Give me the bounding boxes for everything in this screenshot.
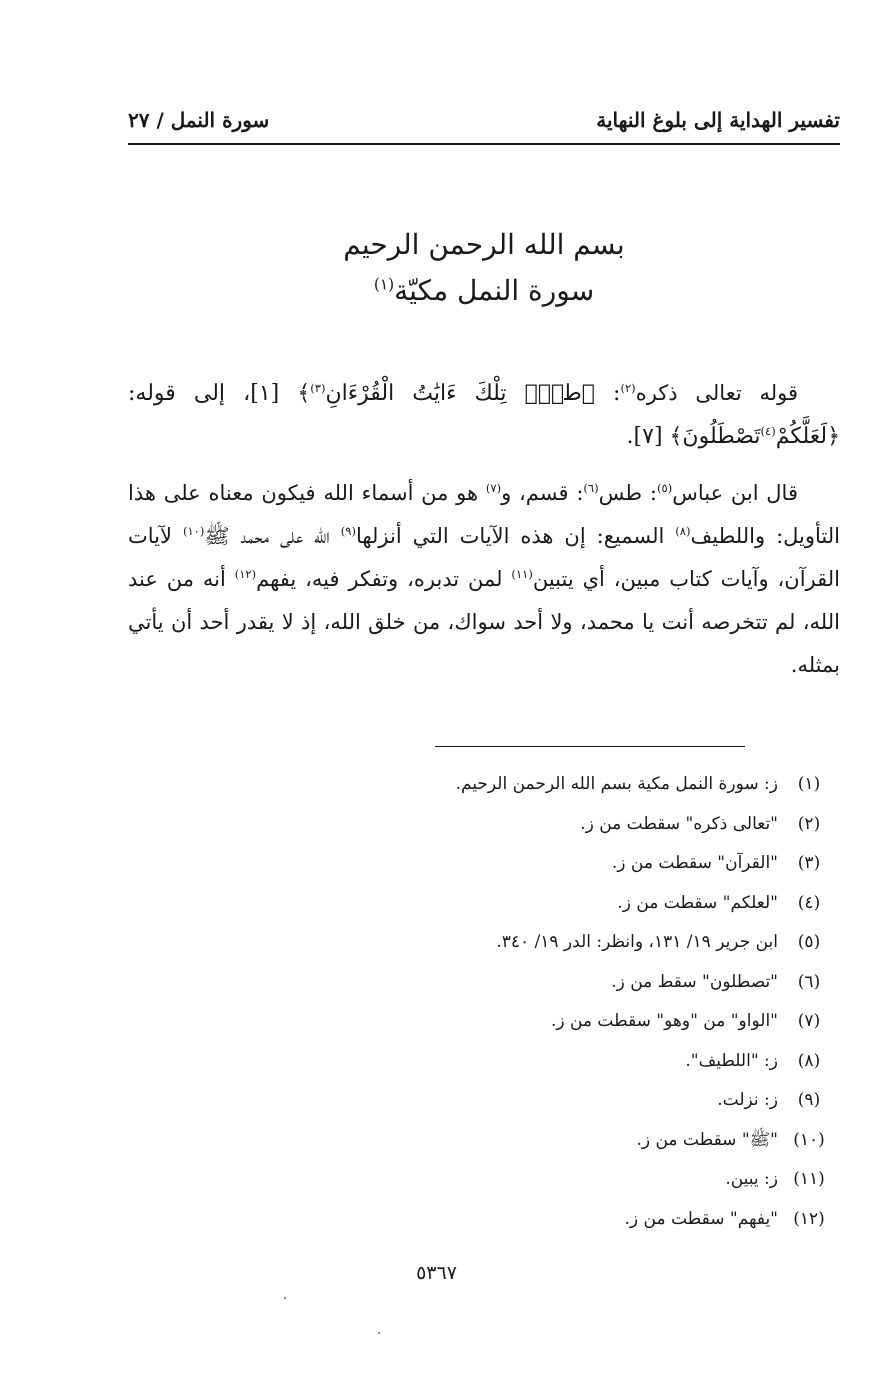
footnote-item — [20, 1002, 840, 1042]
footnote-text: "ﷺ" سقطت من ز. — [636, 1129, 778, 1150]
footnote-number: (٤) — [797, 892, 821, 913]
footnote-item — [20, 963, 840, 1003]
footnote-ref: (١١) — [511, 567, 533, 581]
footnote-item — [20, 844, 840, 884]
footnote-number: (١) — [797, 774, 821, 794]
text-run: قال ابن عباس — [672, 481, 798, 505]
footnote-item — [20, 1081, 840, 1121]
footnote-ref: (١٠) — [182, 524, 205, 538]
footnote-number: (٣) — [797, 853, 821, 873]
footnote-text: "تعالى ذكره" سقطت من ز. — [580, 813, 778, 834]
footnote-number: (٧) — [797, 1011, 821, 1031]
footnote-text: "لعلكم" سقطت من ز. — [617, 892, 778, 913]
footnotes-list — [20, 765, 840, 1239]
text-run: : طس — [598, 481, 657, 505]
footnote-number: (٥) — [797, 932, 821, 952]
text-run: هو من أسماء الله فيكون معناه على هذا التأويل: واللطيف — [128, 481, 840, 548]
footnote-number: (١١) — [793, 1169, 825, 1189]
footnote-ref: (٩) — [340, 524, 356, 538]
footnote-text: ابن جرير ١٩/ ١٣١، وانظر: الدر ١٩/ ٣٤٠. — [496, 932, 778, 952]
footnote-ref: (٣) — [310, 381, 326, 395]
footnote-ref: (٦) — [583, 481, 599, 495]
footnote-number: (٩) — [797, 1090, 821, 1110]
main-text — [128, 372, 840, 687]
footnote-number: (١٠) — [793, 1129, 825, 1150]
footnote-number: (٦) — [797, 971, 821, 992]
footnote-ref: (٥) — [656, 481, 673, 495]
text-run: لمن تدبره، وتفكر فيه، يفهم — [256, 567, 512, 591]
header-divider — [128, 143, 840, 145]
footnote-ref: (٤) — [760, 424, 776, 438]
footnote-number: (١٢) — [793, 1208, 825, 1229]
footnote-item — [20, 805, 840, 845]
footnote-item — [20, 1200, 840, 1240]
text-run: قوله تعالى ذكره — [635, 381, 799, 405]
page-number: ٥٣٦٧ — [416, 1262, 457, 1284]
verse-text: : ﴿طسٓۚ تِلْكَ ءَايَٰتُ الْقُرْءَانِ — [325, 381, 621, 406]
footnote-item — [20, 1042, 840, 1082]
footnote-item — [20, 884, 840, 924]
footnote-text: "يفهم" سقطت من ز. — [624, 1208, 778, 1229]
surah-title — [128, 268, 840, 314]
footnote-item — [20, 765, 840, 805]
footnote-ref: (١) — [373, 275, 395, 294]
surah-title-text: سورة النمل مكيّة — [394, 274, 595, 307]
footnote-ref: (١٢) — [234, 567, 257, 581]
title-block — [128, 222, 840, 314]
footnote-text: ز: سورة النمل مكية بسم الله الرحمن الرحيم. — [455, 774, 778, 794]
footnote-ref: (٨) — [675, 524, 691, 538]
verse-text: تَصْطَلُونَ﴾ [٧]. — [626, 424, 761, 449]
footnote-item — [20, 1121, 840, 1161]
text-run: الله على محمد ﷺ — [204, 524, 341, 548]
scan-speck — [284, 1297, 286, 1299]
footnote-text: ز: يبين. — [725, 1169, 778, 1189]
footnote-ref: (٧) — [485, 481, 502, 495]
footnote-item — [20, 923, 840, 963]
footnote-number: (٢) — [797, 813, 821, 834]
text-run: السميع: إن هذه الآيات التي أنزلها — [355, 524, 676, 548]
footnote-item — [20, 1160, 840, 1200]
text-run: أنه من عند الله، لم تتخرصه أنت يا محمد، ولا أحد سواك، من خلق الله، إذ لا يقدر أحد أن يأتي بمثله. — [128, 567, 840, 677]
footnote-number: (٨) — [797, 1050, 821, 1071]
surah-page-label: سورة النمل / ٢٧ — [128, 108, 270, 132]
footnote-ref: (٢) — [620, 381, 636, 395]
commentary-paragraph — [128, 472, 840, 687]
scan-speck — [378, 1332, 380, 1334]
verse-paragraph — [128, 372, 840, 458]
footnote-text: "القرآن" سقطت من ز. — [611, 853, 778, 873]
footnote-divider — [435, 746, 745, 747]
footnote-text: "الواو" من "وهو" سقطت من ز. — [550, 1011, 778, 1031]
footnote-text: ز: "اللطيف". — [685, 1050, 778, 1071]
basmala: بسم الله الرحمن الرحيم — [343, 228, 625, 261]
text-run: لآيات القرآن، وآيات كتاب مبين، أي يتبين — [128, 524, 840, 591]
text-run: : قسم، و — [501, 481, 584, 505]
verse-text: ﴾ [١]، إلى قوله: ﴿لَعَلَّكُمْ — [128, 381, 840, 449]
footnote-text: ز: نزلت. — [717, 1090, 778, 1110]
footnote-text: "تصطلون" سقط من ز. — [611, 971, 778, 992]
book-title: تفسير الهداية إلى بلوغ النهاية — [596, 108, 840, 132]
running-header — [128, 98, 840, 142]
